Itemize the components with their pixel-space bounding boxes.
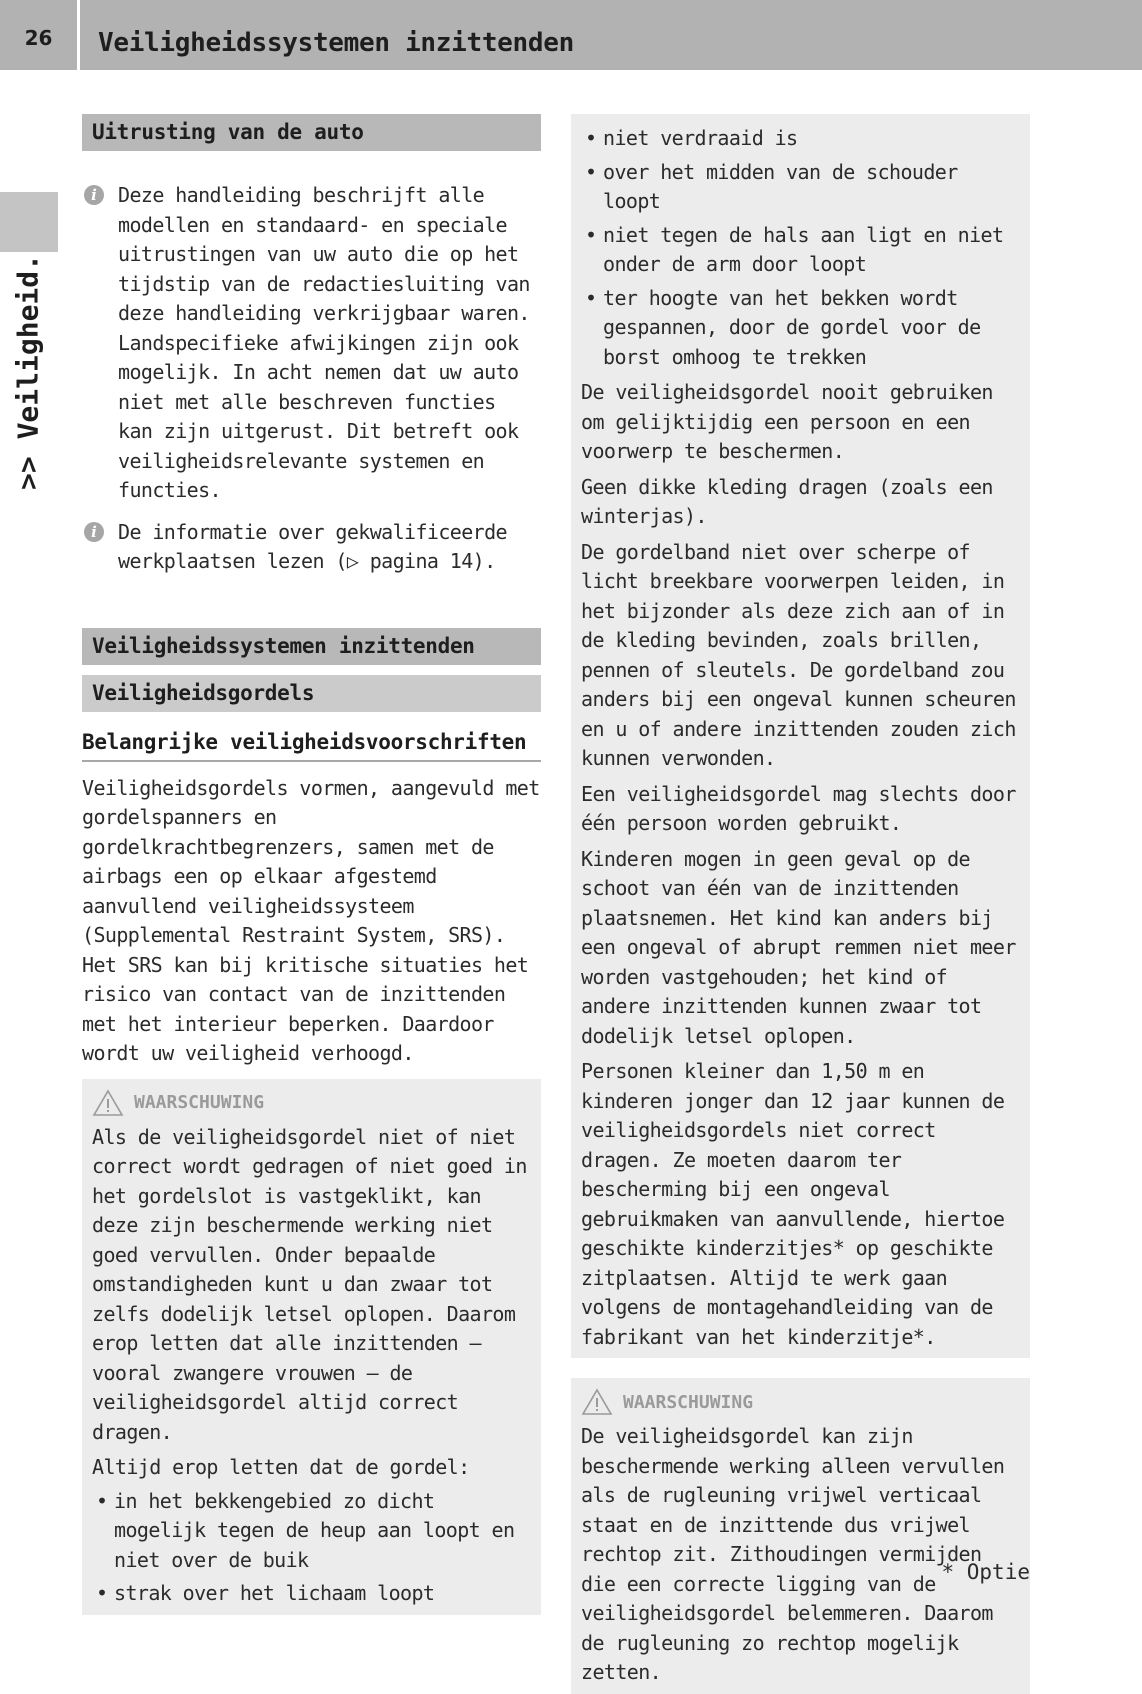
list-item: • strak over het lichaam loopt [96,1581,435,1605]
warning-label: WAARSCHUWING [134,1092,265,1113]
warning-paragraph: Personen kleiner dan 1,50 m en kinderen jonger dan 12 jaar kunnen de veiligheidsgordels niet correct dragen. Ze moeten daarom ter bescherming bij een ongeval gebruikmaken van aanvullende, hiertoe geschikte kinderzitjes* op geschikte zitplaatsen. Altijd te werk gaan volgens de montagehandleiding van de fabrikant van het kinderzitje*. [581,1059,1005,1349]
warning-header [92,1089,531,1117]
list-item: • niet tegen de hals aan ligt en niet onder de arm door loopt [585,222,1004,276]
warning-triangle-icon [581,1388,613,1416]
section-bar-equipment: Uitrusting van de auto [82,114,541,151]
info-icon: i [84,522,104,542]
section-label-vertical: >> Veiligheid. [11,253,45,491]
left-column [82,114,541,1615]
warning-header [581,1388,1020,1416]
belt-checklist [92,1487,531,1609]
list-item: • niet verdraaid is [585,126,798,150]
info-note-text: De informatie over gekwalificeerde werkplaatsen lezen (▷ pagina 14). [118,519,507,573]
warning-paragraph: De veiligheidsgordel nooit gebruiken om gelijktijdig een persoon en een voorwerp te beschermen. [581,380,993,463]
info-icon: i [84,185,104,205]
belt-checklist-continued [581,124,1020,372]
warning-triangle-icon [92,1089,124,1117]
right-column [571,114,1030,1694]
subheading-safety-rules: Belangrijke veiligheidsvoorschriften [82,730,541,762]
warning-paragraph: Altijd erop letten dat de gordel: [92,1455,470,1479]
page-title: Veiligheidssystemen inzittenden [98,28,574,58]
list-item: • in het bekkengebied zo dicht mogelijk tegen de heup aan loopt en niet over de buik [96,1488,515,1572]
section-bar-seatbelts: Veiligheidsgordels [82,675,541,712]
warning-box [82,1079,541,1615]
intro-paragraph: Veiligheidsgordels vormen, aangevuld met gordelspanners en gordelkrachtbegrenzers, samen met de airbags een op elkaar afgestemd aanvullend veiligheidssysteem (Supplemental Restraint System, SRS). Het SRS kan bij kritische situaties het risico van contact van de inzittenden met het interieur beperken. Daardoor wordt uw veiligheid verhoogd. [82,775,540,1065]
page-number: 26 [0,0,80,70]
warning-paragraph: Als de veiligheidsgordel niet of niet correct wordt gedragen of niet goed in het gordelslot is vastgeklikt, kan deze zijn beschermende werking niet goed vervullen. Onder bepaalde omstandigheden kunt u dan zwaar tot zelfs dodelijk letsel oplopen. Daarom erop letten dat alle inzittenden – vooral zwangere vrouwen – de veiligheidsgordel altijd correct dragen. [92,1124,527,1444]
warning-paragraph: Een veiligheidsgordel mag slechts door één persoon worden gebruikt. [581,781,1016,835]
warning-paragraph: De veiligheidsgordel kan zijn beschermende werking alleen vervullen als de rugleuning vrijwel verticaal staat en de inzittende dus vrijwel rechtop zit. Zithoudingen vermijden die een correcte ligging van de veiligheidsgordel belemmeren. Daarom de rugleuning zo rechtop mogelijk zetten. [581,1424,1005,1684]
footnote-option: * Optie [941,1560,1030,1584]
info-note [82,518,541,577]
warning-paragraph: De gordelband niet over scherpe of licht breekbare voorwerpen leiden, in het bijzonder als deze zich aan of in de kleding bevinden, zoals brillen, pennen of sleutels. De gordelband zou anders bij een ongeval kunnen scheuren en u of andere inzittenden zouden zich kunnen verwonden. [581,539,1016,770]
section-tab-marker [0,192,58,252]
info-note-text: Deze handleiding beschrijft alle modellen en standaard- en speciale uitrustingen van uw auto die op het tijdstip van de redactiesluiting van deze handleiding verkrijgbaar waren. Landspecifieke afwijkingen zijn ook mogelijk. In acht nemen dat uw auto niet met alle beschreven functies kan zijn uitgerust. Dit betreft ook veiligheidsrelevante systemen en functies. [118,183,530,502]
warning-label: WAARSCHUWING [623,1391,754,1413]
section-bar-occupant-safety: Veiligheidssystemen inzittenden [82,628,541,665]
list-item: • over het midden van de schouder loopt [585,159,958,213]
warning-box [571,1378,1030,1694]
warning-paragraph: Kinderen mogen in geen geval op de schoot van één van de inzittenden plaatsnemen. Het kind kan anders bij een ongeval of abrupt remmen niet meer worden vastgehouden; het kind of andere inzittenden kunnen zwaar tot dodelijk letsel oplopen. [581,846,1016,1048]
continued-warning-box [571,114,1030,1358]
info-note [82,181,541,506]
warning-paragraph: Geen dikke kleding dragen (zoals een winterjas). [581,474,993,528]
page-header [0,0,1142,70]
list-item: • ter hoogte van het bekken wordt gespannen, door de gordel voor de borst omhoog te trekken [585,285,981,369]
